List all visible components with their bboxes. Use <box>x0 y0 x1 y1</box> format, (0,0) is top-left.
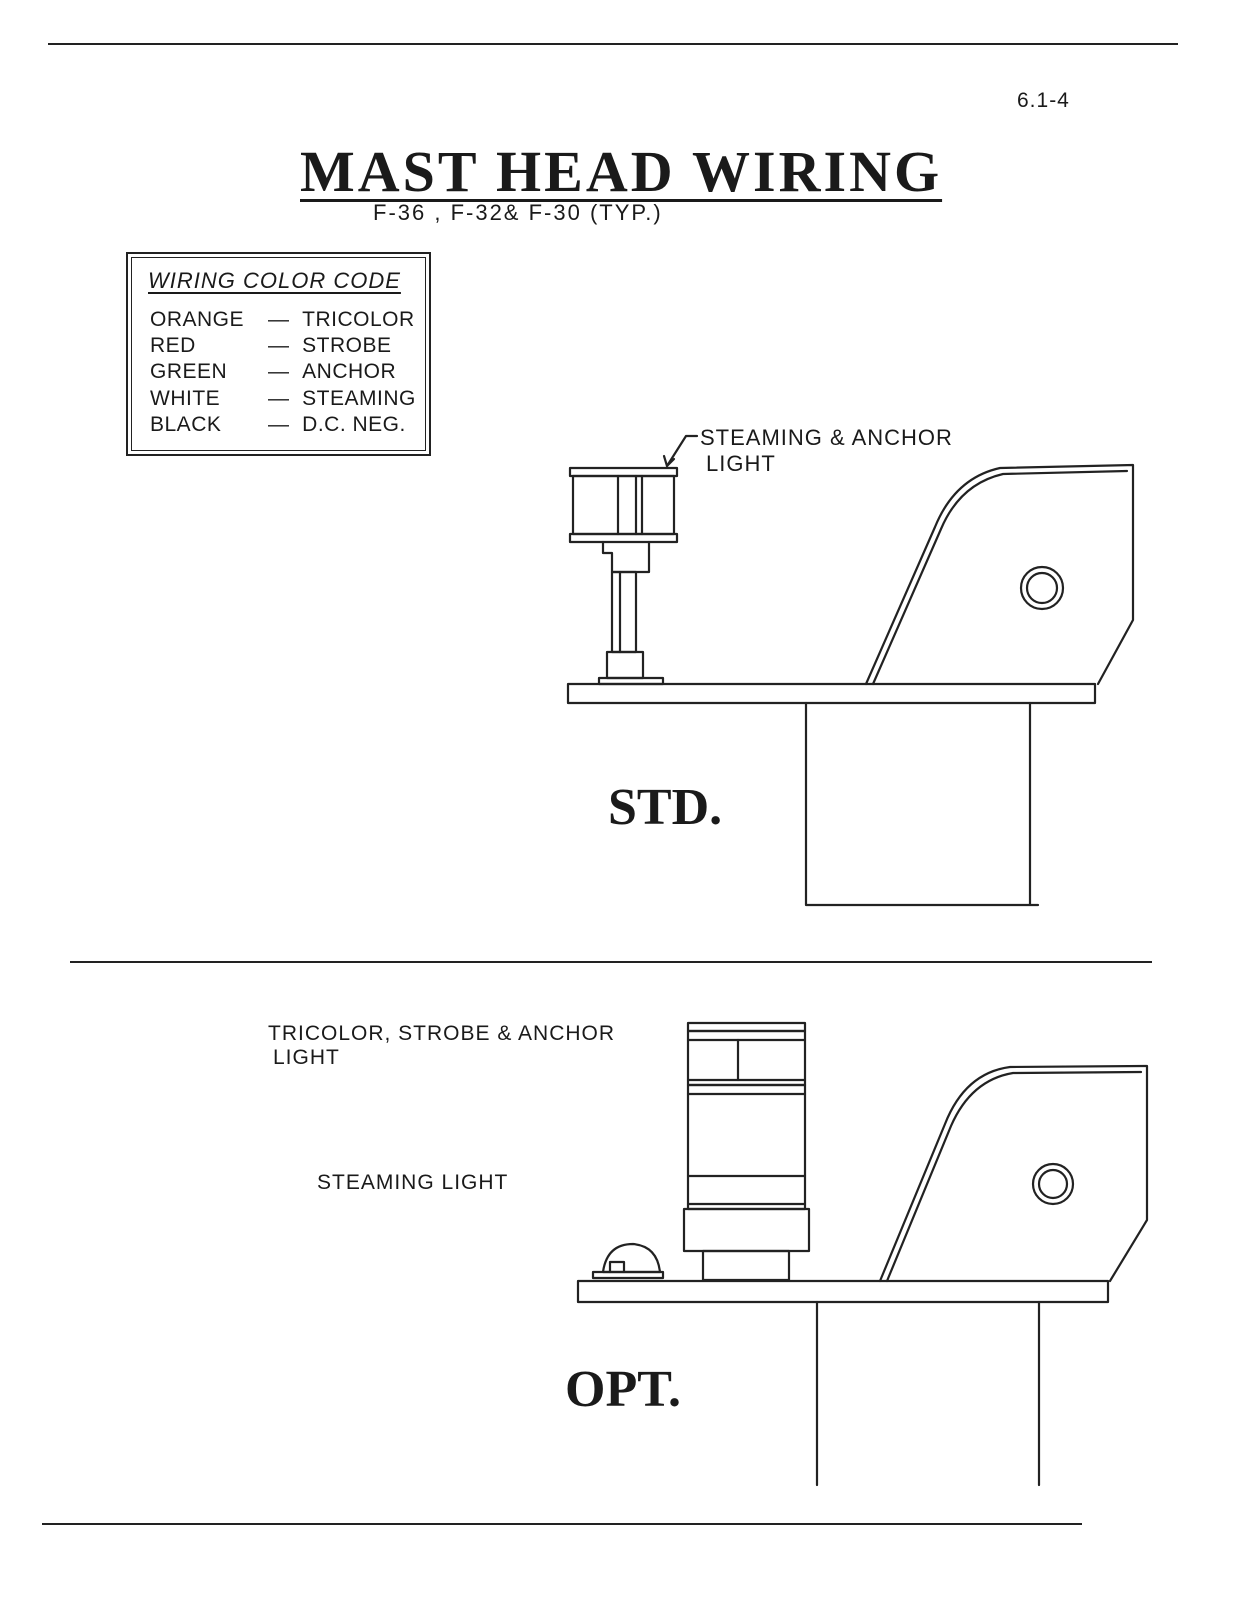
opt-callout-steaming: STEAMING LIGHT <box>317 1171 509 1194</box>
legend-separator: — <box>268 334 290 357</box>
legend-heading: WIRING COLOR CODE <box>148 268 401 293</box>
legend-separator: — <box>268 308 290 331</box>
page-title: MAST HEAD WIRING <box>300 139 943 204</box>
opt-mast-body <box>817 1302 1039 1485</box>
std-label: STD. <box>608 779 723 836</box>
std-mast-plate <box>568 684 1095 703</box>
legend-color: ORANGE <box>150 308 245 331</box>
legend-color: BLACK <box>150 413 222 436</box>
opt-callout-tricolor-line2: LIGHT <box>273 1046 340 1069</box>
legend-separator: — <box>268 387 290 410</box>
std-drawing <box>568 436 1133 905</box>
legend-light: STROBE <box>302 334 392 357</box>
legend-light: TRICOLOR <box>302 308 415 331</box>
opt-mast-plate <box>578 1281 1108 1302</box>
std-callout-line2: LIGHT <box>706 451 776 476</box>
page-number: 6.1-4 <box>1017 89 1070 112</box>
steaming-light-icon <box>593 1244 663 1278</box>
opt-label: OPT. <box>565 1361 682 1418</box>
std-bracket <box>866 465 1133 684</box>
legend-color: WHITE <box>150 387 221 410</box>
legend-light: ANCHOR <box>302 360 397 383</box>
steaming-anchor-light-icon <box>570 468 677 684</box>
legend-separator: — <box>268 360 290 383</box>
legend-separator: — <box>268 413 290 436</box>
std-callout-line1: STEAMING & ANCHOR <box>700 425 953 450</box>
tricolor-strobe-anchor-light-icon <box>684 1023 809 1280</box>
legend-light: STEAMING <box>302 387 416 410</box>
opt-drawing <box>578 1023 1147 1485</box>
opt-callout-tricolor-line1: TRICOLOR, STROBE & ANCHOR <box>268 1022 616 1045</box>
legend-color: GREEN <box>150 360 228 383</box>
legend-light: D.C. NEG. <box>302 413 406 436</box>
page-subtitle: F-36 , F-32& F-30 (TYP.) <box>373 200 663 225</box>
opt-bracket <box>880 1066 1147 1281</box>
legend-color: RED <box>150 334 196 357</box>
std-mast-body <box>806 703 1038 905</box>
